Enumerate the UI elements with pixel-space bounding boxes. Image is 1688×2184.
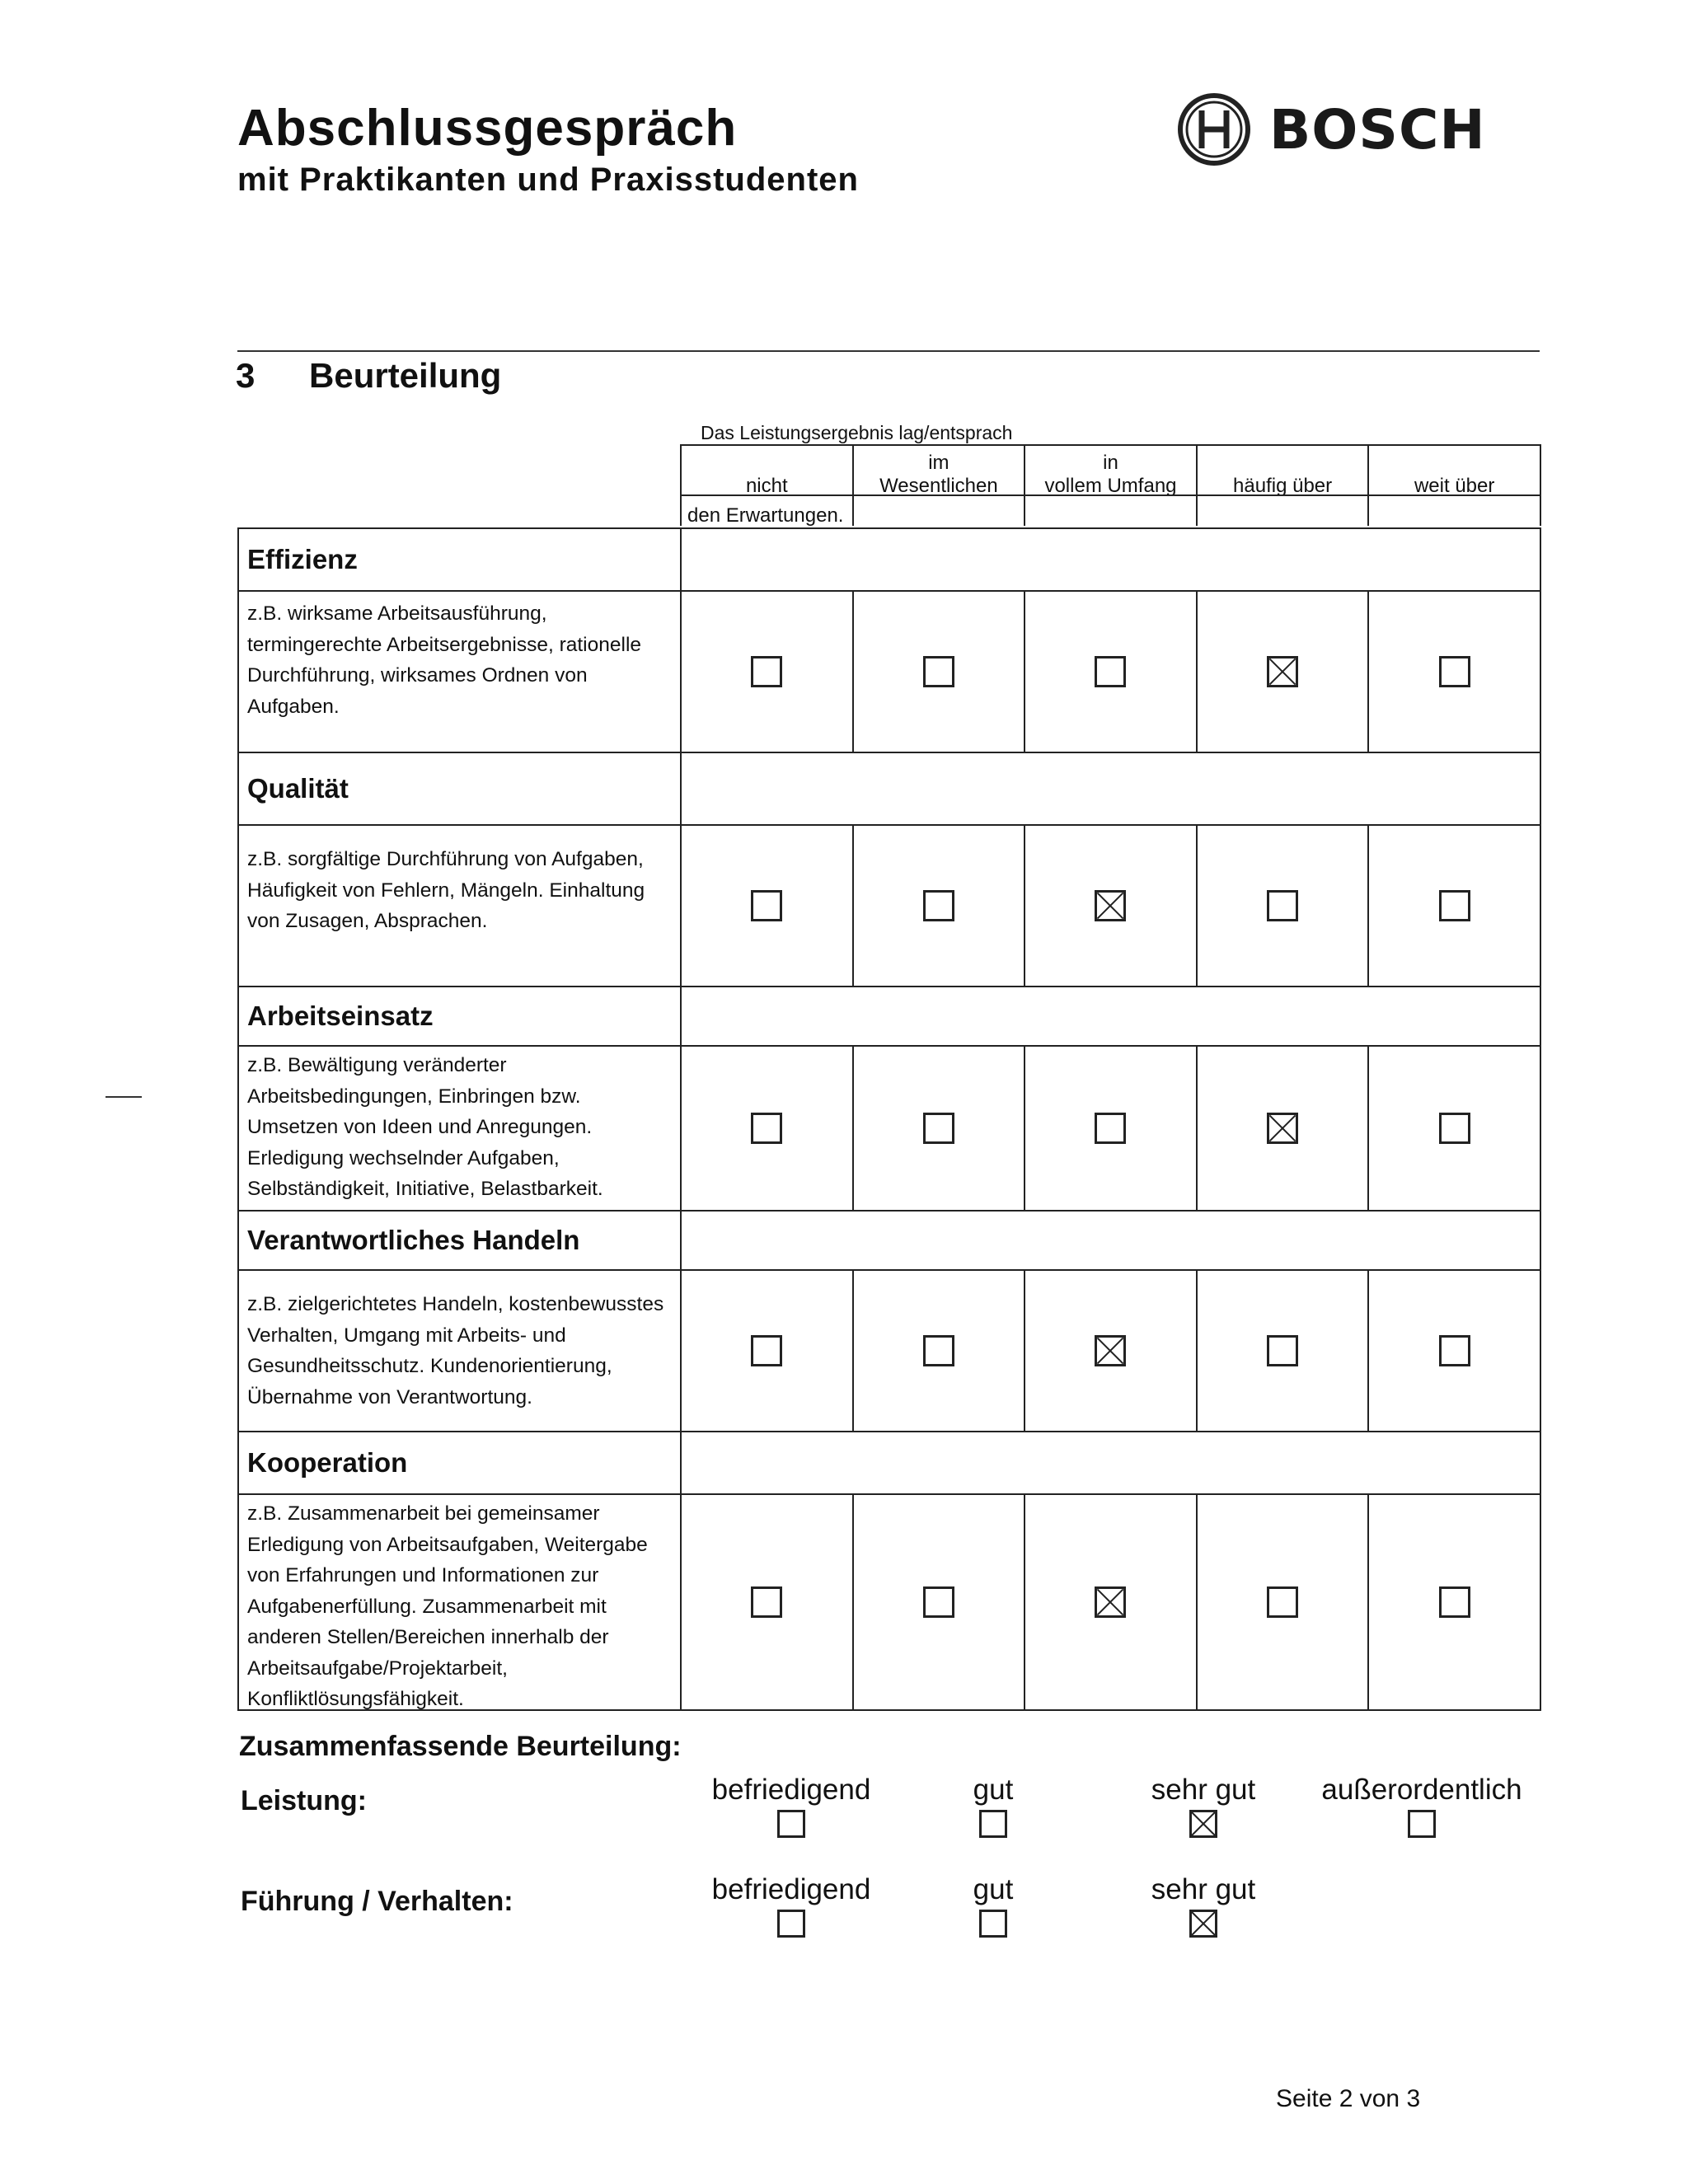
criterion-header-verantwortliches-handeln [237, 1210, 1541, 1269]
rating-cell [1198, 1047, 1370, 1210]
criterion-description: z.B. Bewältigung veränderter Arbeitsbedingungen, Einbringen bzw. Umsetzen von Ideen und Anregungen. Erledigung wechselnder Aufgaben, Selbständigkeit, Initiative, Belastbarkeit. [239, 1047, 682, 1210]
rating-checkbox[interactable] [923, 1335, 954, 1366]
rating-checkbox[interactable] [1267, 1335, 1298, 1366]
summary-checkbox[interactable] [1189, 1810, 1217, 1838]
summary-title: Zusammenfassende Beurteilung: [239, 1731, 682, 1762]
criterion-title: Qualität [239, 753, 682, 824]
scale-column-line2: vollem Umfang [1044, 475, 1177, 497]
summary-checkbox[interactable] [979, 1810, 1007, 1838]
rating-cell [1369, 1271, 1540, 1431]
section-title: Beurteilung [309, 356, 502, 395]
rating-checkbox[interactable] [751, 656, 782, 687]
section-divider [237, 350, 1540, 352]
rating-checkbox[interactable] [1439, 656, 1470, 687]
rating-checkbox[interactable] [1095, 1586, 1126, 1618]
rating-cell [1025, 592, 1198, 752]
rating-checkbox[interactable] [1439, 1586, 1470, 1618]
scale-column-haeufig-ueber [1198, 446, 1370, 526]
rating-checkbox[interactable] [751, 1335, 782, 1366]
rating-checkbox[interactable] [1095, 1335, 1126, 1366]
rating-checkbox[interactable] [1439, 890, 1470, 921]
scale-footer: den Erwartungen. [687, 504, 844, 527]
bosch-armature-icon [1177, 92, 1251, 166]
summary-option-label: sehr gut [1151, 1774, 1256, 1806]
scale-column-im-wesentlichen [854, 446, 1026, 526]
rating-checkbox[interactable] [1439, 1113, 1470, 1144]
summary-option [1290, 1774, 1554, 1838]
bosch-wordmark: BOSCH [1269, 97, 1486, 162]
rating-cell [682, 1271, 854, 1431]
summary-label-leistung: Leistung: [241, 1785, 367, 1816]
rating-checkbox[interactable] [1267, 656, 1298, 687]
criterion-description: z.B. Zusammenarbeit bei gemeinsamer Erledigung von Arbeitsaufgaben, Weitergabe von Erfahrungen und Informationen zur Aufgabenerfüllung. Zusammenarbeit mit anderen Stellen/Bereichen innerhalb der Arbeitsaufgabe/Projektarbeit, Konfliktlösungsfähigkeit. [239, 1495, 682, 1709]
criteria-table [237, 527, 1541, 1711]
criterion-row-kooperation [237, 1493, 1541, 1711]
rating-checkbox[interactable] [1439, 1335, 1470, 1366]
rating-cell [1198, 1271, 1370, 1431]
rating-cell [854, 826, 1026, 986]
rating-checkbox[interactable] [923, 1113, 954, 1144]
rating-cell [1369, 1495, 1540, 1709]
rating-checkbox[interactable] [1095, 656, 1126, 687]
criterion-title: Effizienz [239, 529, 682, 590]
criterion-row-effizienz [237, 590, 1541, 752]
margin-mark [106, 1096, 142, 1098]
rating-cell [1025, 1495, 1198, 1709]
document-subtitle: mit Praktikanten und Praxisstudenten [237, 162, 859, 198]
rating-checkbox[interactable] [751, 1586, 782, 1618]
rating-cell [1025, 1047, 1198, 1210]
summary-checkbox[interactable] [979, 1910, 1007, 1938]
scale-header-divider [680, 494, 1541, 496]
bosch-logo [1177, 92, 1486, 166]
summary-checkbox[interactable] [777, 1810, 805, 1838]
rating-checkbox[interactable] [1095, 890, 1126, 921]
rating-checkbox[interactable] [1267, 1113, 1298, 1144]
summary-checkbox[interactable] [1189, 1910, 1217, 1938]
criterion-row-verantwortliches-handeln [237, 1269, 1541, 1431]
rating-cell [1369, 826, 1540, 986]
rating-checkbox[interactable] [923, 1586, 954, 1618]
rating-cell [682, 592, 854, 752]
rating-cell [682, 1495, 854, 1709]
rating-cell [1025, 1271, 1198, 1431]
summary-option-label: gut [973, 1873, 1014, 1905]
rating-cell [854, 592, 1026, 752]
summary-option-label: außerordentlich [1321, 1774, 1522, 1806]
page-number: Seite 2 von 3 [1276, 2085, 1421, 2112]
criterion-title: Kooperation [239, 1432, 682, 1493]
summary-option-label: befriedigend [711, 1873, 871, 1905]
scale-caption: Das Leistungsergebnis lag/entsprach [701, 422, 1013, 443]
criterion-row-qualitaet [237, 824, 1541, 986]
criterion-description: z.B. sorgfältige Durchführung von Aufgaben, Häufigkeit von Fehlern, Mängeln. Einhaltung von Zusagen, Absprachen. [239, 826, 682, 986]
summary-checkbox[interactable] [1408, 1810, 1436, 1838]
summary-option-label: gut [973, 1774, 1014, 1806]
rating-checkbox[interactable] [923, 890, 954, 921]
rating-checkbox[interactable] [751, 890, 782, 921]
criterion-title: Arbeitseinsatz [239, 987, 682, 1045]
criterion-description: z.B. wirksame Arbeitsausführung, termingerechte Arbeitsergebnisse, rationelle Durchführung, wirksames Ordnen von Aufgaben. [239, 592, 682, 752]
rating-cell [854, 1495, 1026, 1709]
rating-cell [1198, 826, 1370, 986]
criterion-title: Verantwortliches Handeln [239, 1212, 682, 1269]
summary-option-label: sehr gut [1151, 1873, 1256, 1905]
summary-label-fuehrung: Führung / Verhalten: [241, 1886, 513, 1917]
rating-cell [854, 1271, 1026, 1431]
criterion-header-effizienz [237, 527, 1541, 590]
rating-checkbox[interactable] [1267, 890, 1298, 921]
rating-cell [1198, 1495, 1370, 1709]
scale-column-weit-ueber [1369, 446, 1540, 526]
rating-cell [1198, 592, 1370, 752]
rating-cell [1025, 826, 1198, 986]
rating-cell [854, 1047, 1026, 1210]
rating-checkbox[interactable] [1095, 1113, 1126, 1144]
summary-option [1071, 1873, 1335, 1938]
scale-column-line2: häufig über [1233, 475, 1333, 497]
rating-checkbox[interactable] [1267, 1586, 1298, 1618]
scale-column-line1: im [928, 452, 950, 474]
scale-column-line2: weit über [1414, 475, 1495, 497]
criterion-header-kooperation [237, 1431, 1541, 1493]
scale-column-line1: in [1103, 452, 1118, 474]
section-number: 3 [236, 356, 256, 395]
scale-column-line2: Wesentlichen [879, 475, 998, 497]
rating-cell [1369, 592, 1540, 752]
scale-column-line2: nicht [745, 475, 788, 497]
rating-checkbox[interactable] [751, 1113, 782, 1144]
criterion-description: z.B. zielgerichtetes Handeln, kostenbewusstes Verhalten, Umgang mit Arbeits- und Gesundheitsschutz. Kundenorientierung, Übernahme von Verantwortung. [239, 1271, 682, 1431]
document-title: Abschlussgespräch [237, 100, 738, 157]
summary-checkbox[interactable] [777, 1910, 805, 1938]
rating-cell [682, 1047, 854, 1210]
criterion-header-arbeitseinsatz [237, 986, 1541, 1045]
rating-checkbox[interactable] [923, 656, 954, 687]
scale-column-vollem-umfang [1025, 446, 1198, 526]
rating-cell [1369, 1047, 1540, 1210]
summary-option-label: befriedigend [711, 1774, 871, 1806]
rating-cell [682, 826, 854, 986]
criterion-header-qualitaet [237, 752, 1541, 824]
criterion-row-arbeitseinsatz [237, 1045, 1541, 1210]
